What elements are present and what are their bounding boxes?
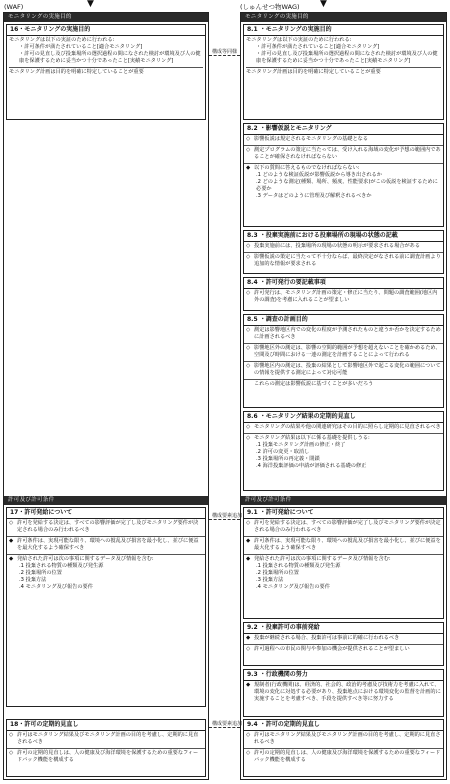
- bullet-item: ・許可条件が満たされていること[適合モニタリング]: [256, 44, 380, 50]
- diamond-icon: ◇: [246, 147, 251, 153]
- diamond-icon: ◇: [246, 254, 251, 260]
- row-text: 許可を発給する決定は、すべての影響評価が完了し及びモニタリング要件が決定される場合のみ行われるべき: [17, 520, 199, 533]
- filled-diamond-icon: ◆: [246, 165, 251, 171]
- diamond-icon: ◇: [246, 732, 251, 738]
- relation-label: 構成要素追加: [212, 721, 243, 727]
- row-text: 許可の定期的見直しは、人の健康及び海洋環境を保護するための重要なフィードバック機能を構成する: [254, 750, 441, 763]
- row-text: 測定プログラムの策定に当たっては、受け入れる海域の変化が予想の範囲内であることが確保されなければならない: [254, 147, 441, 160]
- row-text: 許可を発給する決定は、すべての影響評価が完了し及びモニタリング要件が決定される場合のみ行われるべき: [254, 520, 441, 533]
- diamond-icon: ◇: [246, 424, 251, 430]
- section-8-5: [243, 314, 444, 408]
- section-title: 9.1 ・許可発給について: [244, 508, 443, 519]
- left-section-band: モニタリングの実施目的: [4, 13, 208, 22]
- list-item: .1 投棄される物質の種類及び発生源: [256, 563, 341, 569]
- right-column: [240, 12, 447, 780]
- section-title: 8.1 ・モニタリングの実施目的: [244, 25, 443, 36]
- filled-diamond-icon: ◆: [9, 538, 14, 544]
- diamond-icon: ◇: [246, 363, 251, 369]
- list-item: .4 海洋投棄評価の申請が評価される基礎の修正: [256, 463, 367, 469]
- right-section-band-lower: 許可及び許可条件: [241, 496, 446, 505]
- section-8-1: [243, 24, 444, 120]
- section-title: 18・許可の定期的見直し: [7, 720, 205, 731]
- section-8-2: [243, 123, 444, 227]
- section-8-3: [243, 230, 444, 274]
- left-section-band-lower: 許可及び許可条件: [4, 496, 208, 505]
- row-text: 許可条件は、実現可能な限り、環境への撹乱及び損害を最小化し、並びに便益を最大化するよう確保すべき: [17, 538, 199, 551]
- row-text: 影響仮説の策定に当たって不十分ならば、最終決定がなされる前に調査計画より追加的な情報が要求される: [254, 254, 441, 267]
- section-title: 9.4 ・許可の定期的見直し: [244, 720, 443, 731]
- section-title: 8.6 ・モニタリング結果の定期的見直し: [244, 412, 443, 423]
- row-text: モニタリングの結果や他の関連研究はその目的に照らし定期的に見直されるべき: [254, 424, 441, 430]
- section-title: 8.4 ・許可発行の要記載事項: [244, 278, 443, 289]
- section-17: [6, 507, 206, 707]
- connector-line: [209, 519, 240, 520]
- row-text: 許可条件は、実現可能な限り、環境への撹乱及び損害を最小化し、並びに便益を最大化するよう確保すべき: [254, 538, 441, 551]
- section-9-2: [243, 622, 444, 666]
- connector-line: [209, 55, 240, 56]
- bullet-item: ・許可の見直し及び投棄場所の選択過程の間になされた検討が環境及び人の健康を保護するために妥当かつ十分であったこと[実績モニタリング]: [19, 51, 201, 64]
- diamond-icon: ◇: [246, 243, 251, 249]
- relation-label: 構成等同様: [212, 49, 238, 55]
- section-16: [6, 24, 206, 120]
- left-column: [3, 12, 209, 780]
- row-text: 規制者(行政機関)は、経済的、社会的、政治的考慮及び技術力を考慮に入れて、環境の変化に対処する必要があり、投棄地点における環境変化の監督を計画的に実施することを考慮すべき、手段を提供すべき等に努力する: [254, 682, 441, 702]
- diamond-icon: ◇: [246, 136, 251, 142]
- section-8-4: [243, 277, 444, 311]
- diamond-icon: ◇: [246, 750, 251, 756]
- row-text: 許可はモニタリング結果及びモニタリング計画の目的を考慮し、定期的に見直されるべき: [254, 732, 441, 745]
- list-item: .4 モニタリング及び報告の要件: [19, 584, 93, 590]
- section-text: モニタリングは以下の実証のために行われる:: [246, 37, 352, 43]
- section-title: 8.5 ・調査の計画目的: [244, 315, 443, 326]
- diamond-icon: ◇: [246, 435, 251, 441]
- section-title: 8.3 ・投棄実施前における投棄場所の現場の状態の記載: [244, 231, 443, 242]
- connector-line: [209, 727, 240, 728]
- row-text: 許可はモニタリング結果及びモニタリング計画の目的を考慮し、定期的に見直されるべき: [17, 732, 199, 745]
- diamond-icon: ◇: [246, 345, 251, 351]
- row-text: 発給された許可は次の事項に関するデータ及び情報を含む:: [17, 556, 154, 562]
- row-text: 測定は影響地区内での変化の程度が予測されたものと違うか否かを決定するために計画されるべき: [254, 327, 441, 340]
- filled-diamond-icon: ◆: [246, 538, 251, 544]
- list-item: .2 投棄場所の位置: [19, 570, 62, 576]
- diamond-icon: ◇: [9, 520, 14, 526]
- bullet-item: ・許可条件が満たされていること[適合モニタリング]: [19, 44, 143, 50]
- bullet-item: ・許可の見直し及び投棄場所の選択過程の間になされた検討が環境及び人の健康を保護するために妥当かつ十分であったこと[実績モニタリング]: [256, 51, 438, 64]
- row-text: 投棄が継続される場合、投棄許可は事前に的確に行われるべき: [254, 635, 400, 641]
- row-text: モニタリング結果は以下に係る基礎を提供しうる:: [254, 435, 370, 441]
- section-text: モニタリングは以下の実証のために行われる:: [9, 37, 115, 43]
- left-column-label: (WAF): [4, 3, 24, 11]
- section-title: 17・許可発給について: [7, 508, 205, 519]
- down-arrow-icon: ▼: [87, 0, 94, 9]
- list-item: .3 データはどのように管理及び解釈されるべきか: [256, 193, 372, 199]
- list-item: .2 許可の変更・取消し: [256, 449, 310, 455]
- diamond-icon: ◇: [246, 290, 251, 296]
- row-text: 影響地区内の測定は、投棄の結果として影響地区外で起こる変化の範囲についての情報を提供する測定によって対応可能: [254, 363, 441, 376]
- section-title: 16・モニタリングの実施目的: [7, 25, 205, 36]
- filled-diamond-icon: ◆: [246, 635, 251, 641]
- section-title: 8.2 ・影響仮説とモニタリング: [244, 124, 443, 135]
- row-text: 発給された許可は次の事項に関するデータ及び情報を含む:: [254, 556, 391, 562]
- list-item: .4 モニタリング及び報告の要件: [256, 584, 330, 590]
- list-item: .3 投棄方法: [256, 577, 284, 583]
- row-text: 以下の質問に答えるものでなければならない:: [254, 165, 360, 171]
- down-arrow-icon: ▼: [320, 0, 327, 9]
- list-item: .2 どのような測定(種類、場所、頻度、性能要求)がこの仮説を検証するために必要か: [256, 179, 438, 192]
- list-item: .2 投棄場所の位置: [256, 570, 299, 576]
- filled-diamond-icon: ◆: [9, 556, 14, 562]
- diamond-icon: ◇: [9, 732, 14, 738]
- row-text: 許可過程への市民の関与や参加の機会が提供されることが望ましい: [254, 646, 410, 652]
- row-text: 影響仮説は規定されるモニタリングの基礎となる: [254, 136, 369, 142]
- section-18: [6, 719, 206, 777]
- relation-label: 構成要素追加: [212, 513, 243, 519]
- diamond-icon: [246, 381, 252, 388]
- section-note: モニタリング計画は目的を明確に特定していることが重要: [9, 67, 203, 76]
- row-text: 影響地区外の測定は、影響の空間的範囲が予想を超えないことを確かめるため、空間及び時間における一連の測定を計画することによって行われる: [254, 345, 441, 358]
- diamond-icon: ◇: [9, 750, 14, 756]
- row-text: 投棄実施前には、投棄場所の現場の状態の明示が要求される場合がある: [254, 243, 421, 249]
- diamond-icon: ◇: [246, 520, 251, 526]
- filled-diamond-icon: ◆: [246, 682, 251, 688]
- section-title: 9.2 ・投棄許可の事前発給: [244, 623, 443, 634]
- diamond-icon: ◇: [246, 646, 251, 652]
- row-text: 許可の定期的見直しは、人の健康及び海洋環境を保護するための重要なフィードバック機能を構成する: [17, 750, 199, 763]
- diamond-icon: ◇: [246, 327, 251, 333]
- list-item: .1 投棄される物質の種類及び発生源: [19, 563, 104, 569]
- list-item: .3 投棄方法: [19, 577, 47, 583]
- section-8-6: [243, 411, 444, 491]
- section-note: モニタリング計画は目的を明確に特定していることが重要: [246, 67, 441, 76]
- row-text: 許可発行は、モニタリング計画の策定・修正に当たり、問題の調査範囲(地区内外の調査)を考慮に入れることが望ましい: [254, 290, 438, 303]
- section-9-4: [243, 719, 444, 777]
- list-item: .1 どのような検証仮説が影響仮説から導き出されるか: [256, 172, 382, 178]
- list-item: .1 投棄モニタリング計画の修正・終了: [256, 442, 346, 448]
- section-title: 9.3 ・行政機関の努力: [244, 670, 443, 681]
- section-9-1: [243, 507, 444, 619]
- row-text: これらの測定は影響仮説に基づくことが多いだろう: [254, 381, 374, 387]
- filled-diamond-icon: ◆: [246, 556, 251, 562]
- section-9-3: [243, 669, 444, 717]
- list-item: .3 投棄場所の再定義・閉鎖: [256, 456, 320, 462]
- right-column-label: (しゅんせつ物WAG): [240, 3, 300, 11]
- right-section-band: モニタリングの実施目的: [241, 13, 446, 22]
